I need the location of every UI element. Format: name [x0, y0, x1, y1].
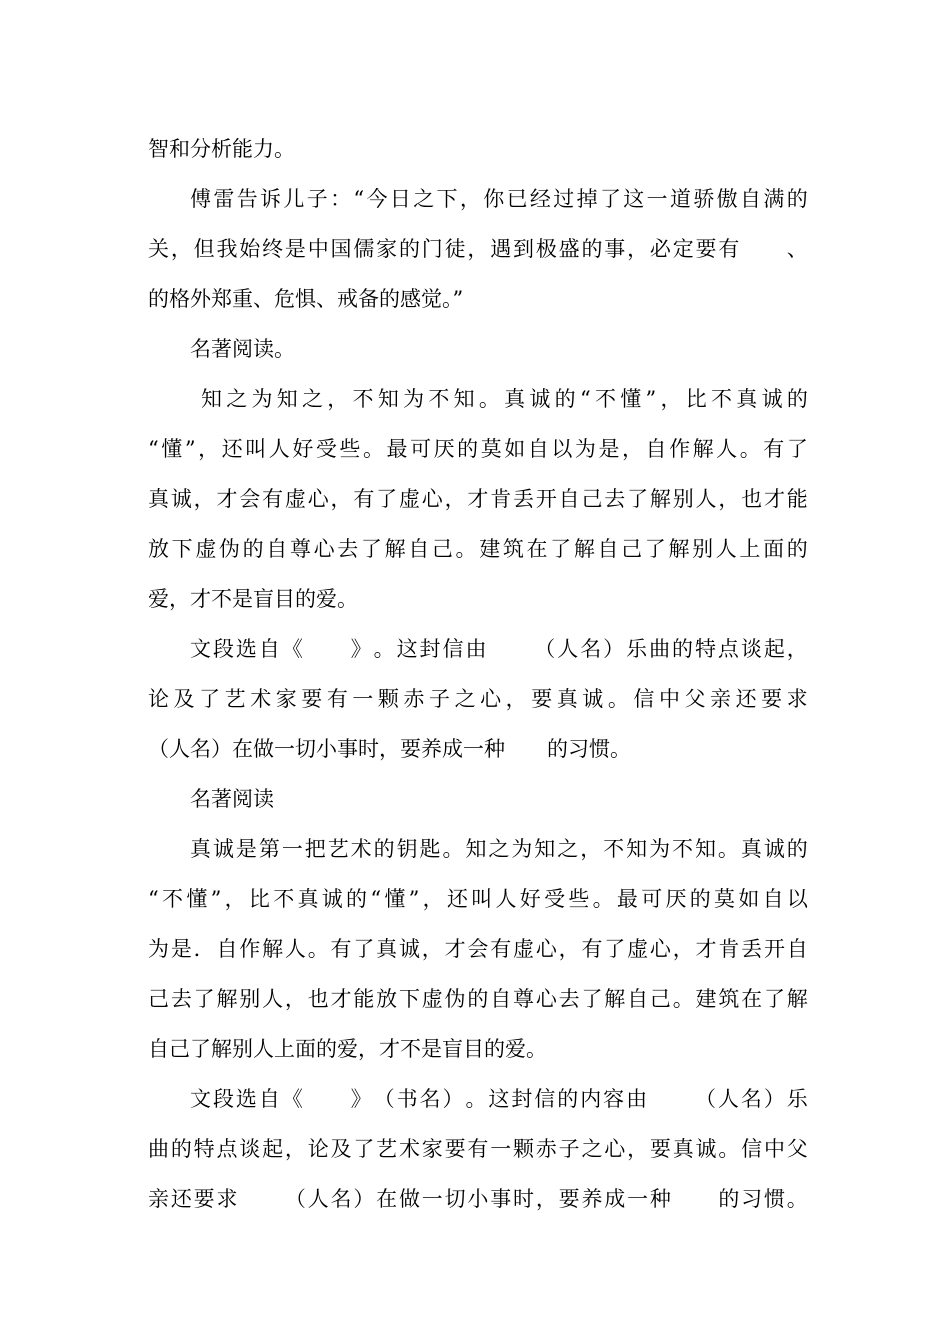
text-line: 自己了解别人上面的爱，才不是盲目的爱。 [148, 1037, 547, 1061]
text-line: 真 诚 ， 才 会 有 虚 心 ， 有 了 虚 心 ， 才 肯 丢 开 自 己 去 了 解 别 人 ， 也 才 能 [148, 487, 808, 511]
text-line: 智和分析能力。 [148, 137, 295, 161]
text-line: 名著阅读 [190, 787, 274, 811]
document-body [148, 124, 808, 1224]
text-line: 放 下 虚 伪 的 自 尊 心 去 了 解 自 己 。 建 筑 在 了 解 自 己 了 解 别 人 上 面 的 [148, 537, 808, 561]
text-line: 己 去 了 解 别 人 ， 也 才 能 放 下 虚 伪 的 自 尊 心 去 了 解 自 己 。 建 筑 在 了 解 [148, 987, 808, 1011]
text-line: 真 诚 是 第 一 把 艺 术 的 钥 匙 。 知 之 为 知 之 ， 不 知 为 不 知 。 真 诚 的 [190, 837, 808, 861]
text-line: 的格外郑重、危惧、戒备的感觉。” [148, 287, 464, 311]
text-line: 为 是 ． 自 作 解 人 。 有 了 真 诚 ， 才 会 有 虚 心 ， 有 了 虚 心 ， 才 肯 丢 开 自 [148, 937, 808, 961]
text-line: 文 段 选 自 《 》 。 这 封 信 由 （ 人 名 ） 乐 曲 的 特 点 谈 起 ， [190, 637, 808, 661]
text-line: 爱，才不是盲目的爱。 [148, 587, 358, 611]
text-line: 亲 还 要 求 （ 人 名 ） 在 做 一 切 小 事 时 ， 要 养 成 一 种 的 习 惯 。 [148, 1187, 808, 1211]
text-line: 论 及 了 艺 术 家 要 有 一 颗 赤 子 之 心 ， 要 真 诚 。 信 中 父 亲 还 要 求 [148, 687, 808, 711]
text-line: “ 不 懂 ” ， 比 不 真 诚 的 “ 懂 ” ， 还 叫 人 好 受 些 。 最 可 厌 的 莫 如 自 以 [148, 887, 808, 911]
text-line: 曲 的 特 点 谈 起 ， 论 及 了 艺 术 家 要 有 一 颗 赤 子 之 心 ， 要 真 诚 。 信 中 父 [148, 1137, 808, 1161]
text-line: 关 ， 但 我 始 终 是 中 国 儒 家 的 门 徒 ， 遇 到 极 盛 的 事 ， 必 定 要 有 、 [148, 237, 808, 261]
text-line: 知 之 为 知 之 ， 不 知 为 不 知 。 真 诚 的 “ 不 懂 ” ， 比 不 真 诚 的 [200, 387, 808, 411]
text-line: 名著阅读。 [190, 337, 295, 361]
text-line: （人名）在做一切小事时，要养成一种 的习惯。 [148, 737, 631, 761]
text-line: 文 段 选 自 《 》 （ 书 名 ） 。 这 封 信 的 内 容 由 （ 人 名 ） 乐 [190, 1087, 808, 1111]
text-line: “ 懂 ” ， 还 叫 人 好 受 些 。 最 可 厌 的 莫 如 自 以 为 是 ， 自 作 解 人 。 有 了 [148, 437, 808, 461]
text-line: 傅 雷 告 诉 儿 子 ： “ 今 日 之 下 ， 你 已 经 过 掉 了 这 一 道 骄 傲 自 满 的 [190, 187, 808, 211]
